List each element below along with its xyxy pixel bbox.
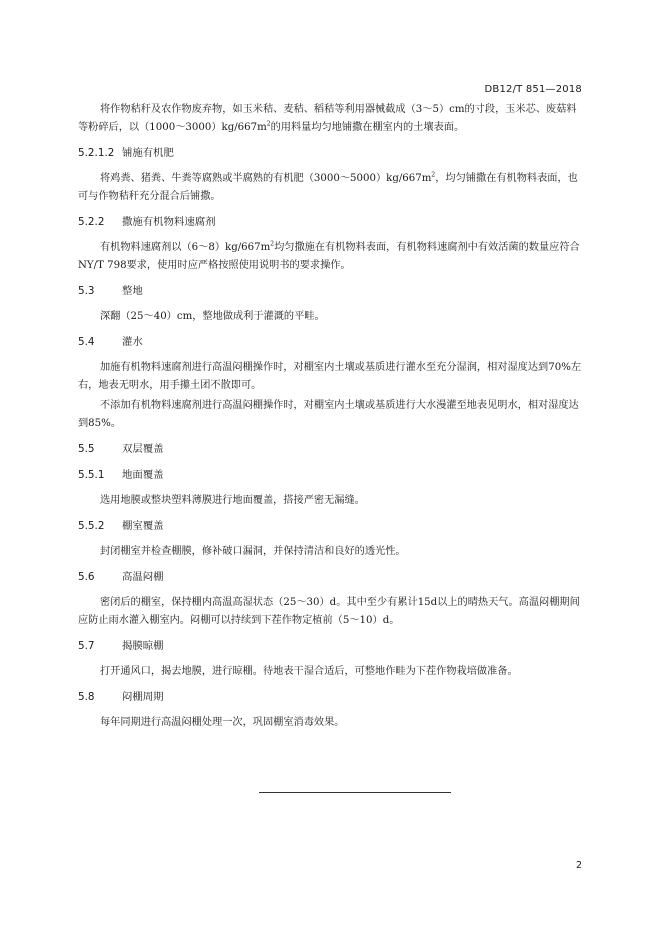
paragraph: 打开通风口，揭去地膜，进行晾棚。待地表干湿合适后，可整地作畦为下茬作物栽培做准备。 <box>100 666 518 677</box>
paragraph: 将鸡粪、猪粪、牛粪等腐熟或半腐熟的有机肥$(3000\sim 5000)kg/667m^2$，均匀铺撒在有机物料表面，也可与作物秸秆充分混合后铺撒。 <box>78 171 578 202</box>
section-heading: 5.5.2 棚室覆盖 <box>78 520 164 532</box>
paragraph: 将作物秸秆及农作物废弃物，如玉米秸、麦秸、稻秸等利用器械截成（3～5）cm的寸段，玉米芯、废菇料等粉碎后，以$(1000\sim 3000)kg/667m^2$的用料量均匀地铺撒在棚室内的土壤表面。 <box>78 104 577 133</box>
section-heading: 5.6 高温闷棚 <box>78 571 164 583</box>
end-of-document-rule <box>259 792 451 793</box>
paragraph: 深翻（25～40）cm，整地做成利于灌溉的平畦。 <box>100 311 325 322</box>
paragraph: 每年同期进行高温闷棚处理一次，巩固棚室消毒效果。 <box>100 717 345 728</box>
page-number: 2 <box>576 860 583 871</box>
section-heading: 5.2.2 撒施有机物料速腐剂 <box>78 216 216 228</box>
paragraph: 选用地膜或整块塑料薄膜进行地面覆盖，搭接严密无漏缝。 <box>100 495 365 506</box>
paragraph: 有机物料速腐剂以$(6\sim 8)kg/667m^2$均匀撒施在有机物料表面，有机物料速腐剂中有效活菌的数量应符合NY/T 798要求，使用时应严格按照使用说明书的要求操作。 <box>78 240 580 271</box>
paragraph: 封闭棚室并检查棚膜，修补破口漏洞，并保持清洁和良好的透光性。 <box>100 546 406 557</box>
section-heading: 5.2.1.2 铺施有机肥 <box>78 147 174 159</box>
section-heading: 5.5.1 地面覆盖 <box>78 469 164 481</box>
paragraph: 不添加有机物料速腐剂进行高温闷棚操作时，对棚室内土壤或基质进行大水漫灌至地表见明水，相对湿度达到85%。 <box>78 400 579 429</box>
standard-code: DB12/T 851—2018 <box>484 84 582 95</box>
paragraph: 密闭后的棚室，保持棚内高温高湿状态（25～30）d。其中至少有累计15d以上的晴热天气。高温闷棚期间应防止雨水灌入棚室内。闷棚可以持续到下茬作物定植前（5～10）d。 <box>78 597 580 626</box>
paragraph: 加施有机物料速腐剂进行高温闷棚操作时，对棚室内土壤或基质进行灌水至充分湿润，相对湿度达到70%左右，地表无明水，用手攥土团不散即可。 <box>78 362 582 391</box>
section-heading: 5.7 揭膜晾棚 <box>78 640 164 652</box>
document-body <box>78 101 586 732</box>
section-heading: 5.3 整地 <box>78 285 143 297</box>
section-heading: 5.8 闷棚周期 <box>78 691 164 703</box>
section-heading: 5.5 双层覆盖 <box>78 443 164 455</box>
section-heading: 5.4 灌水 <box>78 336 143 348</box>
